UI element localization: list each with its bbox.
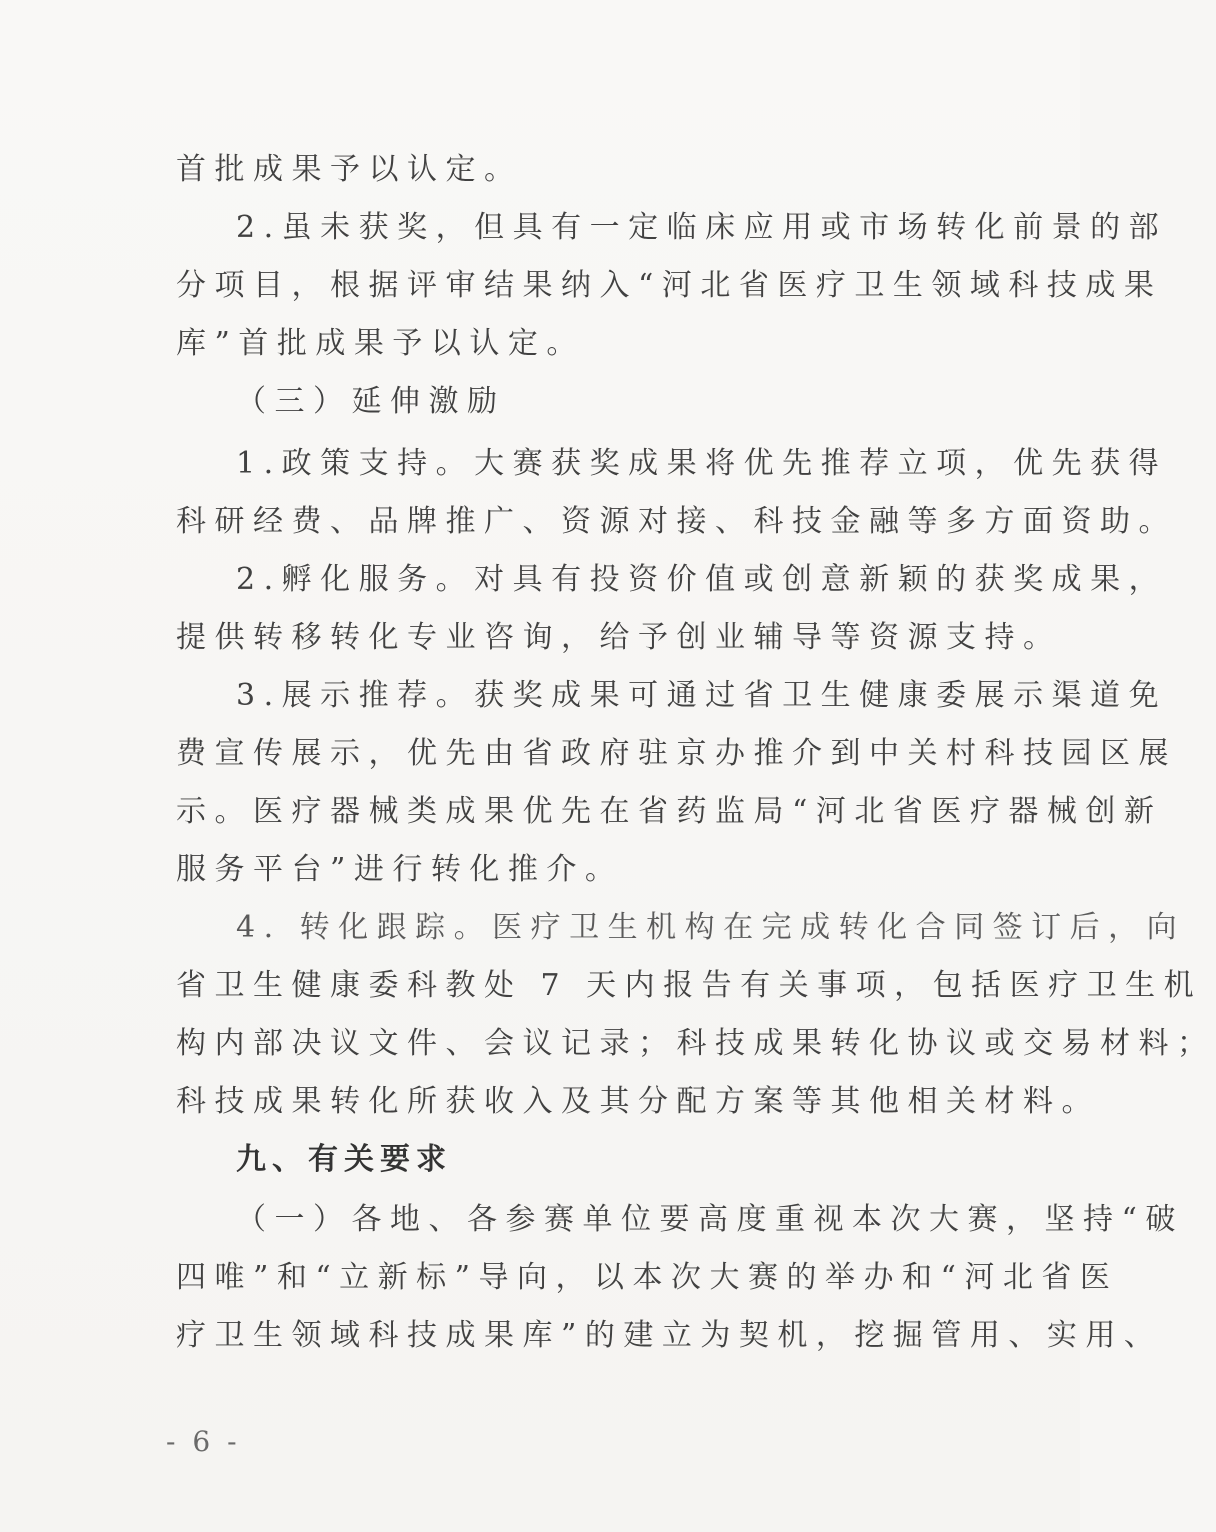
page-number: - 6 - xyxy=(166,1425,241,1458)
section-heading: 九、有关要求 xyxy=(236,1142,452,1177)
text-line: 科研经费、品牌推广、资源对接、科技金融等多方面资助。 xyxy=(176,504,1177,539)
text-line: 示。医疗器械类成果优先在省药监局“河北省医疗器械创新 xyxy=(176,794,1163,829)
text-line: 省卫生健康委科教处 7 天内报告有关事项，包括医疗卫生机 xyxy=(176,968,1203,1003)
text-line: 分项目，根据评审结果纳入“河北省医疗卫生领域科技成果 xyxy=(176,268,1163,303)
text-line: 科技成果转化所获收入及其分配方案等其他相关材料。 xyxy=(176,1084,1100,1119)
text-line: 库”首批成果予以认定。 xyxy=(176,326,585,361)
text-line: 构内部决议文件、会议记录；科技成果转化协议或交易材料； xyxy=(176,1026,1216,1061)
text-line: 4. 转化跟踪。医疗卫生机构在完成转化合同签订后，向 xyxy=(236,910,1186,945)
text-line: 2.虽未获奖，但具有一定临床应用或市场转化前景的部 xyxy=(236,210,1168,245)
text-line: 2.孵化服务。对具有投资价值或创意新颖的获奖成果， xyxy=(236,562,1168,597)
text-line: 提供转移转化专业咨询，给予创业辅导等资源支持。 xyxy=(176,620,1062,655)
text-line: 1.政策支持。大赛获奖成果将优先推荐立项，优先获得 xyxy=(236,446,1168,481)
text-line: 服务平台”进行转化推介。 xyxy=(176,852,624,887)
text-line: 疗卫生领域科技成果库”的建立为契机，挖掘管用、实用、 xyxy=(176,1318,1163,1353)
text-line: （一）各地、各参赛单位要高度重视本次大赛，坚持“破 xyxy=(236,1202,1184,1237)
section-subheading: （三）延伸激励 xyxy=(236,384,506,419)
text-line: 首批成果予以认定。 xyxy=(176,152,523,187)
text-line: 费宣传展示，优先由省政府驻京办推介到中关村科技园区展 xyxy=(176,736,1177,771)
text-line: 3.展示推荐。获奖成果可通过省卫生健康委展示渠道免 xyxy=(236,678,1168,713)
text-line: 四唯”和“立新标”导向，以本次大赛的举办和“河北省医 xyxy=(176,1260,1119,1295)
